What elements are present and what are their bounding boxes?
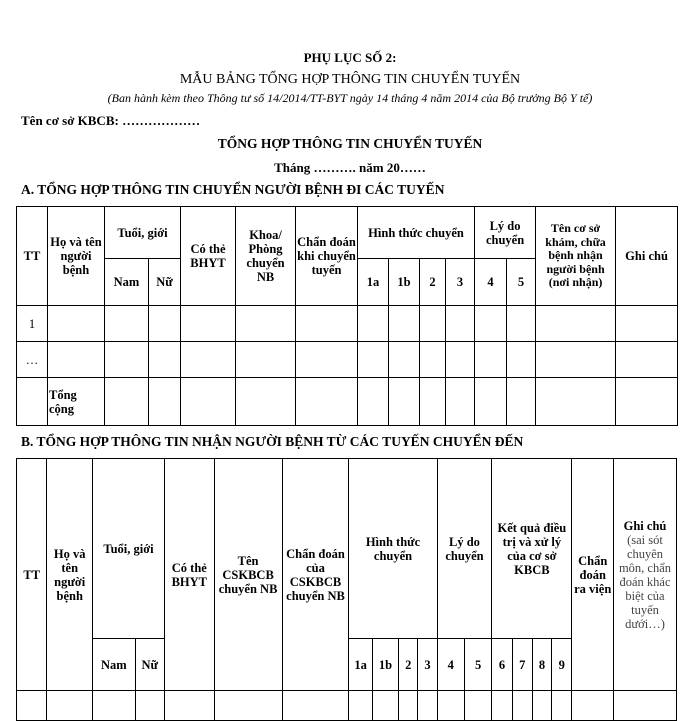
- form-title: MẪU BẢNG TỔNG HỢP THÔNG TIN CHUYỂN TUYẾN: [179, 72, 521, 87]
- col-form-2: 2: [399, 639, 418, 691]
- col-form-3: 3: [418, 639, 437, 691]
- col-name: Họ và tên người bệnh: [47, 459, 93, 691]
- col-insurance: Có thẻ BHYT: [181, 207, 236, 306]
- col-male: Nam: [93, 639, 136, 691]
- col-reason-4: 4: [437, 639, 464, 691]
- facility-field: Tên cơ sở KBCB: ………………: [21, 113, 201, 128]
- col-form-3: 3: [446, 259, 475, 306]
- col-result: Kết quả điều trị và xử lý của cơ sở KBCB: [492, 459, 572, 639]
- col-name: Họ và tên người bệnh: [48, 207, 105, 306]
- col-note: Ghi chú: [616, 207, 678, 306]
- col-transfer-form: Hình thức chuyển: [358, 207, 475, 259]
- col-result-7: 7: [512, 639, 532, 691]
- col-diagnosis: Chẩn đoán khi chuyển tuyến: [296, 207, 358, 306]
- report-period: Tháng ………. năm 20……: [274, 160, 426, 175]
- col-form-1b: 1b: [389, 259, 420, 306]
- col-reason-4: 4: [475, 259, 507, 306]
- total-row: [17, 378, 678, 426]
- col-reason-5: 5: [507, 259, 536, 306]
- col-reason: Lý do chuyển: [475, 207, 536, 259]
- row-ellipsis: …: [17, 342, 48, 378]
- col-male: Nam: [105, 259, 149, 306]
- col-female: Nữ: [135, 639, 164, 691]
- section-b-heading: B. TỔNG HỢP THÔNG TIN NHẬN NGƯỜI BỆNH TỪ CÁC TUYẾN CHUYỂN ĐẾN: [21, 434, 524, 449]
- col-transfer-form: Hình thức chuyển: [349, 459, 437, 639]
- note-detail: (sai sót chuyên môn, chẩn đoán khác biệt của tuyến dưới…): [618, 532, 672, 631]
- col-tt: TT: [17, 207, 48, 306]
- row-number: 1: [17, 306, 48, 342]
- col-age-sex: Tuổi, giới: [93, 459, 165, 639]
- col-reason: Lý do chuyển: [437, 459, 492, 639]
- col-female: Nữ: [149, 259, 181, 306]
- col-result-9: 9: [552, 639, 572, 691]
- col-reason-5: 5: [464, 639, 491, 691]
- col-form-1b: 1b: [372, 639, 398, 691]
- col-department: Khoa/ Phòng chuyển NB: [236, 207, 296, 306]
- col-discharge-diagnosis: Chẩn đoán ra viện: [572, 459, 614, 691]
- table-b: [16, 458, 677, 721]
- total-label: Tổng cộng: [48, 378, 105, 426]
- col-result-8: 8: [532, 639, 551, 691]
- note-label: Ghi chú: [623, 518, 667, 533]
- col-sender: Tên CSKBCB chuyển NB: [214, 459, 282, 691]
- appendix-label: PHỤ LỤC SỐ 2:: [303, 50, 397, 65]
- col-note: [613, 459, 676, 691]
- col-form-1a: 1a: [358, 259, 389, 306]
- col-tt: TT: [17, 459, 47, 691]
- table-a: [16, 206, 678, 426]
- table-row: [17, 306, 678, 342]
- table-row: [17, 342, 678, 378]
- col-insurance: Có thẻ BHYT: [164, 459, 214, 691]
- col-receiver: Tên cơ sở khám, chữa bệnh nhận người bệnh (nơi nhận): [536, 207, 616, 306]
- col-age-sex: Tuổi, giới: [105, 207, 181, 259]
- col-result-6: 6: [492, 639, 512, 691]
- section-a-heading: A. TỔNG HỢP THÔNG TIN CHUYỂN NGƯỜI BỆNH ĐI CÁC TUYẾN: [21, 182, 445, 197]
- table-row: [17, 691, 677, 721]
- col-sender-diagnosis: Chẩn đoán của CSKBCB chuyển NB: [282, 459, 349, 691]
- issued-note: (Ban hành kèm theo Thông tư số 14/2014/TT-BYT ngày 14 tháng 4 năm 2014 của Bộ trưởng Bộ Y tế): [107, 91, 593, 105]
- report-title: TỔNG HỢP THÔNG TIN CHUYỂN TUYẾN: [217, 136, 483, 151]
- col-form-2: 2: [420, 259, 446, 306]
- col-form-1a: 1a: [349, 639, 372, 691]
